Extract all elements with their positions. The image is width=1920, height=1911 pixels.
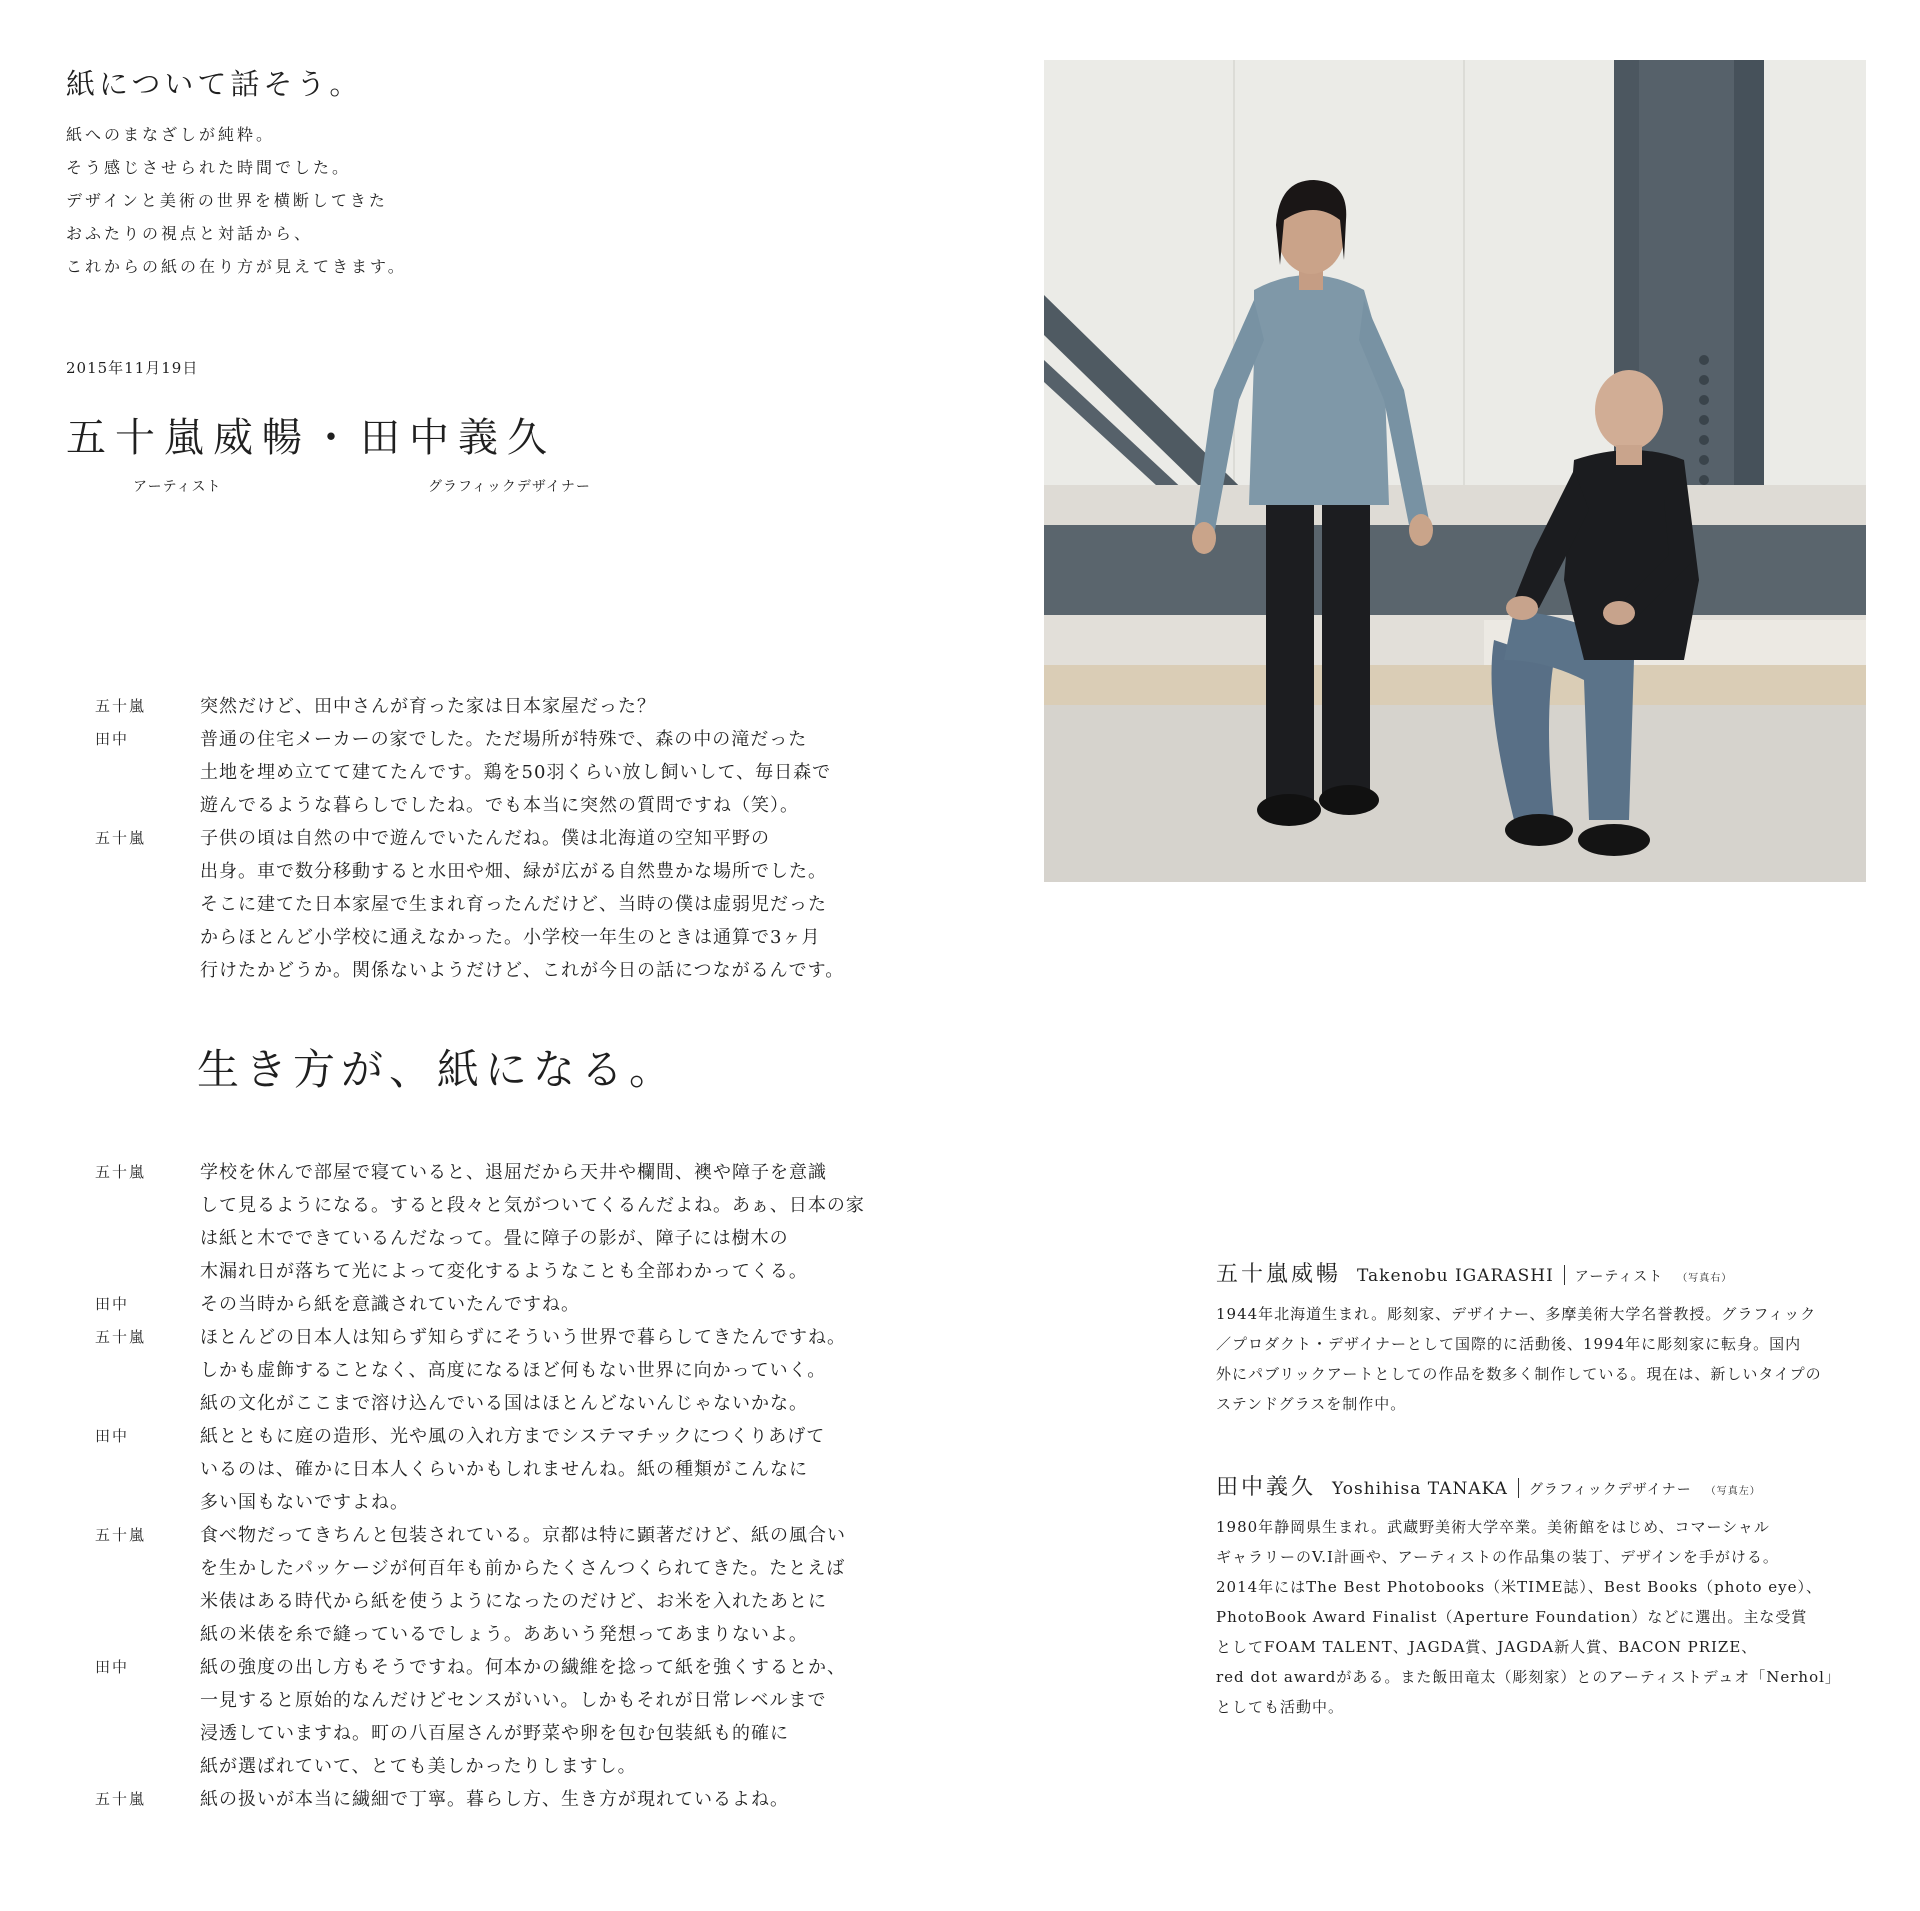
speaker-label: 五十嵐 (95, 1163, 147, 1181)
speech-line: 遊んでるような暮らしでしたね。でも本当に突然の質問ですね（笑）。 (200, 795, 799, 816)
speech-line: 浸透していますね。町の八百屋さんが野菜や卵を包む包装紙も的確に (200, 1723, 789, 1744)
speech-line: は紙と木でできているんだなって。畳に障子の影が、障子には樹木の (200, 1228, 789, 1249)
speaker-label: 田中 (95, 730, 130, 748)
profile-role: グラフィックデザイナー (1528, 1482, 1692, 1498)
speech-line: 紙の文化がここまで溶け込んでいる国はほとんどないんじゃないかな。 (200, 1393, 808, 1414)
speech-text (200, 1651, 890, 1783)
speaker-label: 五十嵐 (95, 829, 147, 847)
speech-line: 突然だけど、田中さんが育った家は日本家屋だった？ (200, 696, 656, 717)
speaker-label: 田中 (95, 1295, 130, 1313)
dialogue-section-1 (95, 690, 895, 987)
speech-line: 土地を埋め立てて建てたんです。鶏を50羽くらい放し飼いして、毎日森で (200, 762, 832, 783)
role-tanaka: グラフィックデザイナー (428, 479, 591, 495)
speech-line: いるのは、確かに日本人くらいかもしれませんね。紙の種類がこんなに (200, 1459, 808, 1480)
speech-line: 紙の扱いが本当に繊細で丁寧。暮らし方、生き方が現れているよね。 (200, 1789, 789, 1810)
dialogue-row (95, 1519, 895, 1651)
dialogue-row (95, 1156, 895, 1288)
profile-roman-name: Takenobu IGARASHI (1357, 1266, 1554, 1286)
speaker-label: 五十嵐 (95, 1526, 147, 1544)
profile-header (1216, 1470, 1866, 1506)
intro-line: デザインと美術の世界を横断してきた (66, 191, 388, 210)
divider (1564, 1265, 1565, 1285)
bio-line: 2014年にはThe Best Photobooks（米TIME誌）、Best Books（photo eye）、 (1216, 1578, 1823, 1596)
speech-line: 行けたかどうか。関係ないようだけど、これが今日の話につながるんです。 (200, 960, 845, 981)
intro-title: 紙について話そう。 (66, 67, 363, 101)
speaker-label: 五十嵐 (95, 1328, 147, 1346)
bio-line: ギャラリーのV.I計画や、アーティストの作品集の装丁、デザインを手がける。 (1216, 1548, 1779, 1566)
intro-line: 紙へのまなざしが純粋。 (66, 125, 276, 144)
profile-role: アーティスト (1574, 1269, 1664, 1285)
dialogue-row (95, 822, 895, 987)
speech-text (200, 690, 890, 723)
bio-line: 外にパブリックアートとしての作品を数多く制作している。現在は、新しいタイプの (1216, 1365, 1822, 1383)
speech-text (200, 1156, 890, 1288)
speech-text (200, 1519, 890, 1651)
dialogue-row (95, 690, 895, 723)
speech-line: 子供の頃は自然の中で遊んでいたんだね。僕は北海道の空知平野の (200, 828, 770, 849)
speech-text (200, 1783, 890, 1816)
speech-text (200, 1288, 890, 1321)
speech-line: からほとんど小学校に通えなかった。小学校一年生のときは通算で3ヶ月 (200, 927, 821, 948)
intro-lead (66, 118, 407, 283)
divider (1518, 1478, 1519, 1498)
speech-line: 紙が選ばれていて、とても美しかったりしますし。 (200, 1756, 637, 1777)
speaker-names: 五十嵐威暢・田中義久 (66, 415, 556, 461)
bio-line: ／プロダクト・デザイナーとして国際的に活動後、1994年に彫刻家に転身。国内 (1216, 1335, 1802, 1353)
speech-line: 学校を休んで部屋で寝ていると、退屈だから天井や欄間、襖や障子を意識 (200, 1162, 827, 1183)
bio-line: としても活動中。 (1216, 1698, 1345, 1716)
intro-line: おふたりの視点と対話から、 (66, 224, 314, 243)
profile-roman-name: Yoshihisa TANAKA (1332, 1479, 1508, 1499)
profile-name: 五十嵐威暢 (1216, 1262, 1342, 1287)
dialogue-row (95, 1783, 895, 1816)
section-heading: 生き方が、紙になる。 (197, 1045, 678, 1094)
portrait-photo (1044, 60, 1866, 882)
intro-line: そう感じさせられた時間でした。 (66, 158, 352, 177)
bio-line: red dot awardがある。また飯田竜太（彫刻家）とのアーティストデュオ「Nerhol」 (1216, 1668, 1841, 1686)
bio-line: PhotoBook Award Finalist（Aperture Foundation）などに選出。主な受賞 (1216, 1608, 1808, 1626)
speech-line: その当時から紙を意識されていたんですね。 (200, 1294, 580, 1315)
photo-position-note: （写真右） (1677, 1273, 1733, 1284)
speech-text (200, 1321, 890, 1420)
speaker-label: 田中 (95, 1427, 130, 1445)
speech-line: 普通の住宅メーカーの家でした。ただ場所が特殊で、森の中の滝だった (200, 729, 808, 750)
bio-line: ステンドグラスを制作中。 (1216, 1395, 1407, 1413)
dialogue-row (95, 723, 895, 822)
dialogue-row (95, 1288, 895, 1321)
speech-line: 多い国もないですよね。 (200, 1492, 409, 1513)
dialogue-row (95, 1651, 895, 1783)
speech-line: 一見すると原始的なんだけどセンスがいい。しかもそれが日常レベルまで (200, 1690, 827, 1711)
profile-tanaka (1216, 1470, 1866, 1722)
speech-line: しかも虚飾することなく、高度になるほど何もない世界に向かっていく。 (200, 1360, 827, 1381)
speech-line: 出身。車で数分移動すると水田や畑、緑が広がる自然豊かな場所でした。 (200, 861, 827, 882)
dialogue-row (95, 1420, 895, 1519)
profile-igarashi (1216, 1257, 1866, 1419)
article-date: 2015年11月19日 (66, 359, 199, 377)
speaker-label: 田中 (95, 1658, 130, 1676)
speech-line: ほとんどの日本人は知らず知らずにそういう世界で暮らしてきたんですね。 (200, 1327, 846, 1348)
bio-line: 1944年北海道生まれ。彫刻家、デザイナー、多摩美術大学名誉教授。グラフィック (1216, 1305, 1817, 1323)
dialogue-section-2 (95, 1156, 895, 1816)
photo-position-note: （写真左） (1705, 1486, 1761, 1497)
speech-line: 紙の強度の出し方もそうですね。何本かの繊維を捻って紙を強くするとか、 (200, 1657, 846, 1678)
bio-line: としてFOAM TALENT、JAGDA賞、JAGDA新人賞、BACON PRIZE、 (1216, 1638, 1758, 1656)
speech-line: を生かしたパッケージが何百年も前からたくさんつくられてきた。たとえば (200, 1558, 846, 1579)
role-igarashi: アーティスト (133, 479, 222, 495)
profile-bio (1216, 1512, 1866, 1722)
speaker-label: 五十嵐 (95, 697, 147, 715)
speech-line: 紙とともに庭の造形、光や風の入れ方までシステマチックにつくりあげて (200, 1426, 826, 1447)
speech-text (200, 723, 890, 822)
speech-line: そこに建てた日本家屋で生まれ育ったんだけど、当時の僕は虚弱児だった (200, 894, 827, 915)
speech-line: 食べ物だってきちんと包装されている。京都は特に顕著だけど、紙の風合い (200, 1525, 846, 1546)
speech-text (200, 822, 890, 987)
speech-line: 米俵はある時代から紙を使うようになったのだけど、お米を入れたあとに (200, 1591, 827, 1612)
profile-header (1216, 1257, 1866, 1293)
speaker-label: 五十嵐 (95, 1790, 147, 1808)
profile-name: 田中義久 (1216, 1475, 1317, 1500)
speech-text (200, 1420, 890, 1519)
dialogue-row (95, 1321, 895, 1420)
bio-line: 1980年静岡県生まれ。武蔵野美術大学卒業。美術館をはじめ、コマーシャル (1216, 1518, 1770, 1536)
speech-line: して見るようになる。すると段々と気がついてくるんだよね。あぁ、日本の家 (200, 1195, 865, 1216)
intro-line: これからの紙の在り方が見えてきます。 (66, 257, 407, 276)
profile-bio (1216, 1299, 1866, 1419)
speech-line: 木漏れ日が落ちて光によって変化するようなことも全部わかってくる。 (200, 1261, 808, 1282)
speech-line: 紙の米俵を糸で縫っているでしょう。ああいう発想ってあまりないよ。 (200, 1624, 808, 1645)
